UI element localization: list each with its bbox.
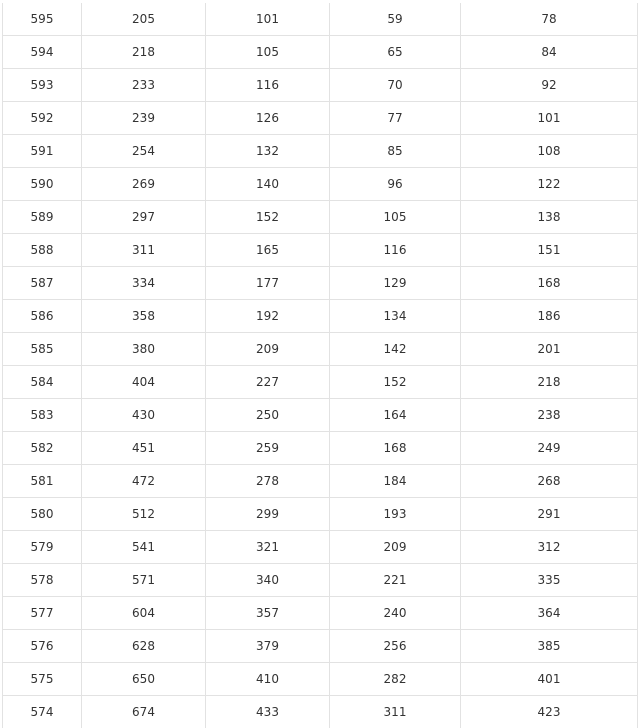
table-cell: 580 — [3, 498, 82, 531]
table-cell: 209 — [206, 333, 330, 366]
table-cell: 140 — [206, 168, 330, 201]
table-cell: 65 — [330, 36, 461, 69]
table-cell: 423 — [461, 696, 638, 728]
table-cell: 312 — [461, 531, 638, 564]
table-cell: 404 — [82, 366, 206, 399]
table-cell: 152 — [330, 366, 461, 399]
table-cell: 358 — [82, 300, 206, 333]
table-row — [3, 3, 638, 36]
table-row — [3, 531, 638, 564]
table-cell: 282 — [330, 663, 461, 696]
table-row — [3, 135, 638, 168]
table-cell: 239 — [82, 102, 206, 135]
table-cell: 585 — [3, 333, 82, 366]
table-cell: 249 — [461, 432, 638, 465]
table-cell: 410 — [206, 663, 330, 696]
table-cell: 233 — [82, 69, 206, 102]
table-cell: 193 — [330, 498, 461, 531]
table-cell: 577 — [3, 597, 82, 630]
table-cell: 221 — [330, 564, 461, 597]
table-cell: 164 — [330, 399, 461, 432]
table-cell: 401 — [461, 663, 638, 696]
table-cell: 674 — [82, 696, 206, 728]
table-cell: 134 — [330, 300, 461, 333]
table-cell: 184 — [330, 465, 461, 498]
table-cell: 291 — [461, 498, 638, 531]
table-cell: 177 — [206, 267, 330, 300]
table-cell: 108 — [461, 135, 638, 168]
table-cell: 588 — [3, 234, 82, 267]
table-cell: 116 — [206, 69, 330, 102]
table-cell: 138 — [461, 201, 638, 234]
table-cell: 311 — [82, 234, 206, 267]
table-cell: 340 — [206, 564, 330, 597]
table-cell: 168 — [330, 432, 461, 465]
table-cell: 218 — [82, 36, 206, 69]
table-cell: 334 — [82, 267, 206, 300]
table-cell: 589 — [3, 201, 82, 234]
table-cell: 311 — [330, 696, 461, 728]
table-cell: 92 — [461, 69, 638, 102]
table-cell: 590 — [3, 168, 82, 201]
table-cell: 78 — [461, 3, 638, 36]
table-row — [3, 465, 638, 498]
table-cell: 268 — [461, 465, 638, 498]
table-cell: 101 — [206, 3, 330, 36]
table-row — [3, 630, 638, 663]
table-cell: 142 — [330, 333, 461, 366]
table-cell: 575 — [3, 663, 82, 696]
table-cell: 335 — [461, 564, 638, 597]
table-row — [3, 201, 638, 234]
table-row — [3, 300, 638, 333]
table-cell: 116 — [330, 234, 461, 267]
table-row — [3, 234, 638, 267]
table-row — [3, 399, 638, 432]
table-cell: 321 — [206, 531, 330, 564]
table-cell: 209 — [330, 531, 461, 564]
table-cell: 574 — [3, 696, 82, 728]
table-cell: 582 — [3, 432, 82, 465]
table-cell: 430 — [82, 399, 206, 432]
table-cell: 451 — [82, 432, 206, 465]
table-cell: 380 — [82, 333, 206, 366]
table-cell: 168 — [461, 267, 638, 300]
table-cell: 592 — [3, 102, 82, 135]
table-cell: 650 — [82, 663, 206, 696]
table-cell: 101 — [461, 102, 638, 135]
table-cell: 433 — [206, 696, 330, 728]
table-cell: 151 — [461, 234, 638, 267]
table-cell: 122 — [461, 168, 638, 201]
table-cell: 165 — [206, 234, 330, 267]
table-cell: 595 — [3, 3, 82, 36]
table-row — [3, 267, 638, 300]
table-row — [3, 696, 638, 728]
score-table — [2, 3, 638, 728]
table-cell: 126 — [206, 102, 330, 135]
table-row — [3, 597, 638, 630]
table-cell: 205 — [82, 3, 206, 36]
table-row — [3, 432, 638, 465]
table-cell: 593 — [3, 69, 82, 102]
table-cell: 227 — [206, 366, 330, 399]
table-cell: 579 — [3, 531, 82, 564]
table-cell: 604 — [82, 597, 206, 630]
table-cell: 77 — [330, 102, 461, 135]
table-cell: 218 — [461, 366, 638, 399]
table-cell: 472 — [82, 465, 206, 498]
table-cell: 105 — [206, 36, 330, 69]
table-cell: 201 — [461, 333, 638, 366]
table-cell: 132 — [206, 135, 330, 168]
table-cell: 256 — [330, 630, 461, 663]
table-cell: 586 — [3, 300, 82, 333]
table-cell: 129 — [330, 267, 461, 300]
table-cell: 512 — [82, 498, 206, 531]
table-cell: 254 — [82, 135, 206, 168]
table-cell: 385 — [461, 630, 638, 663]
table-row — [3, 366, 638, 399]
table-row — [3, 663, 638, 696]
table-cell: 259 — [206, 432, 330, 465]
table-cell: 357 — [206, 597, 330, 630]
table-cell: 379 — [206, 630, 330, 663]
table-cell: 152 — [206, 201, 330, 234]
table-cell: 59 — [330, 3, 461, 36]
table-cell: 578 — [3, 564, 82, 597]
table-row — [3, 69, 638, 102]
table-cell: 299 — [206, 498, 330, 531]
table-cell: 85 — [330, 135, 461, 168]
table-row — [3, 36, 638, 69]
table-cell: 186 — [461, 300, 638, 333]
table-cell: 238 — [461, 399, 638, 432]
table-cell: 583 — [3, 399, 82, 432]
table-cell: 269 — [82, 168, 206, 201]
table-cell: 96 — [330, 168, 461, 201]
table-cell: 591 — [3, 135, 82, 168]
table-cell: 278 — [206, 465, 330, 498]
table-cell: 584 — [3, 366, 82, 399]
table-row — [3, 102, 638, 135]
table-row — [3, 564, 638, 597]
table-cell: 105 — [330, 201, 461, 234]
table-row — [3, 333, 638, 366]
table-cell: 576 — [3, 630, 82, 663]
table-cell: 541 — [82, 531, 206, 564]
table-cell: 297 — [82, 201, 206, 234]
table-cell: 250 — [206, 399, 330, 432]
table-row — [3, 498, 638, 531]
table-cell: 240 — [330, 597, 461, 630]
table-cell: 70 — [330, 69, 461, 102]
table-cell: 628 — [82, 630, 206, 663]
table-cell: 192 — [206, 300, 330, 333]
table-cell: 364 — [461, 597, 638, 630]
table-row — [3, 168, 638, 201]
table-cell: 571 — [82, 564, 206, 597]
table-cell: 84 — [461, 36, 638, 69]
score-table-body — [3, 3, 638, 728]
table-cell: 581 — [3, 465, 82, 498]
table-cell: 594 — [3, 36, 82, 69]
table-cell: 587 — [3, 267, 82, 300]
